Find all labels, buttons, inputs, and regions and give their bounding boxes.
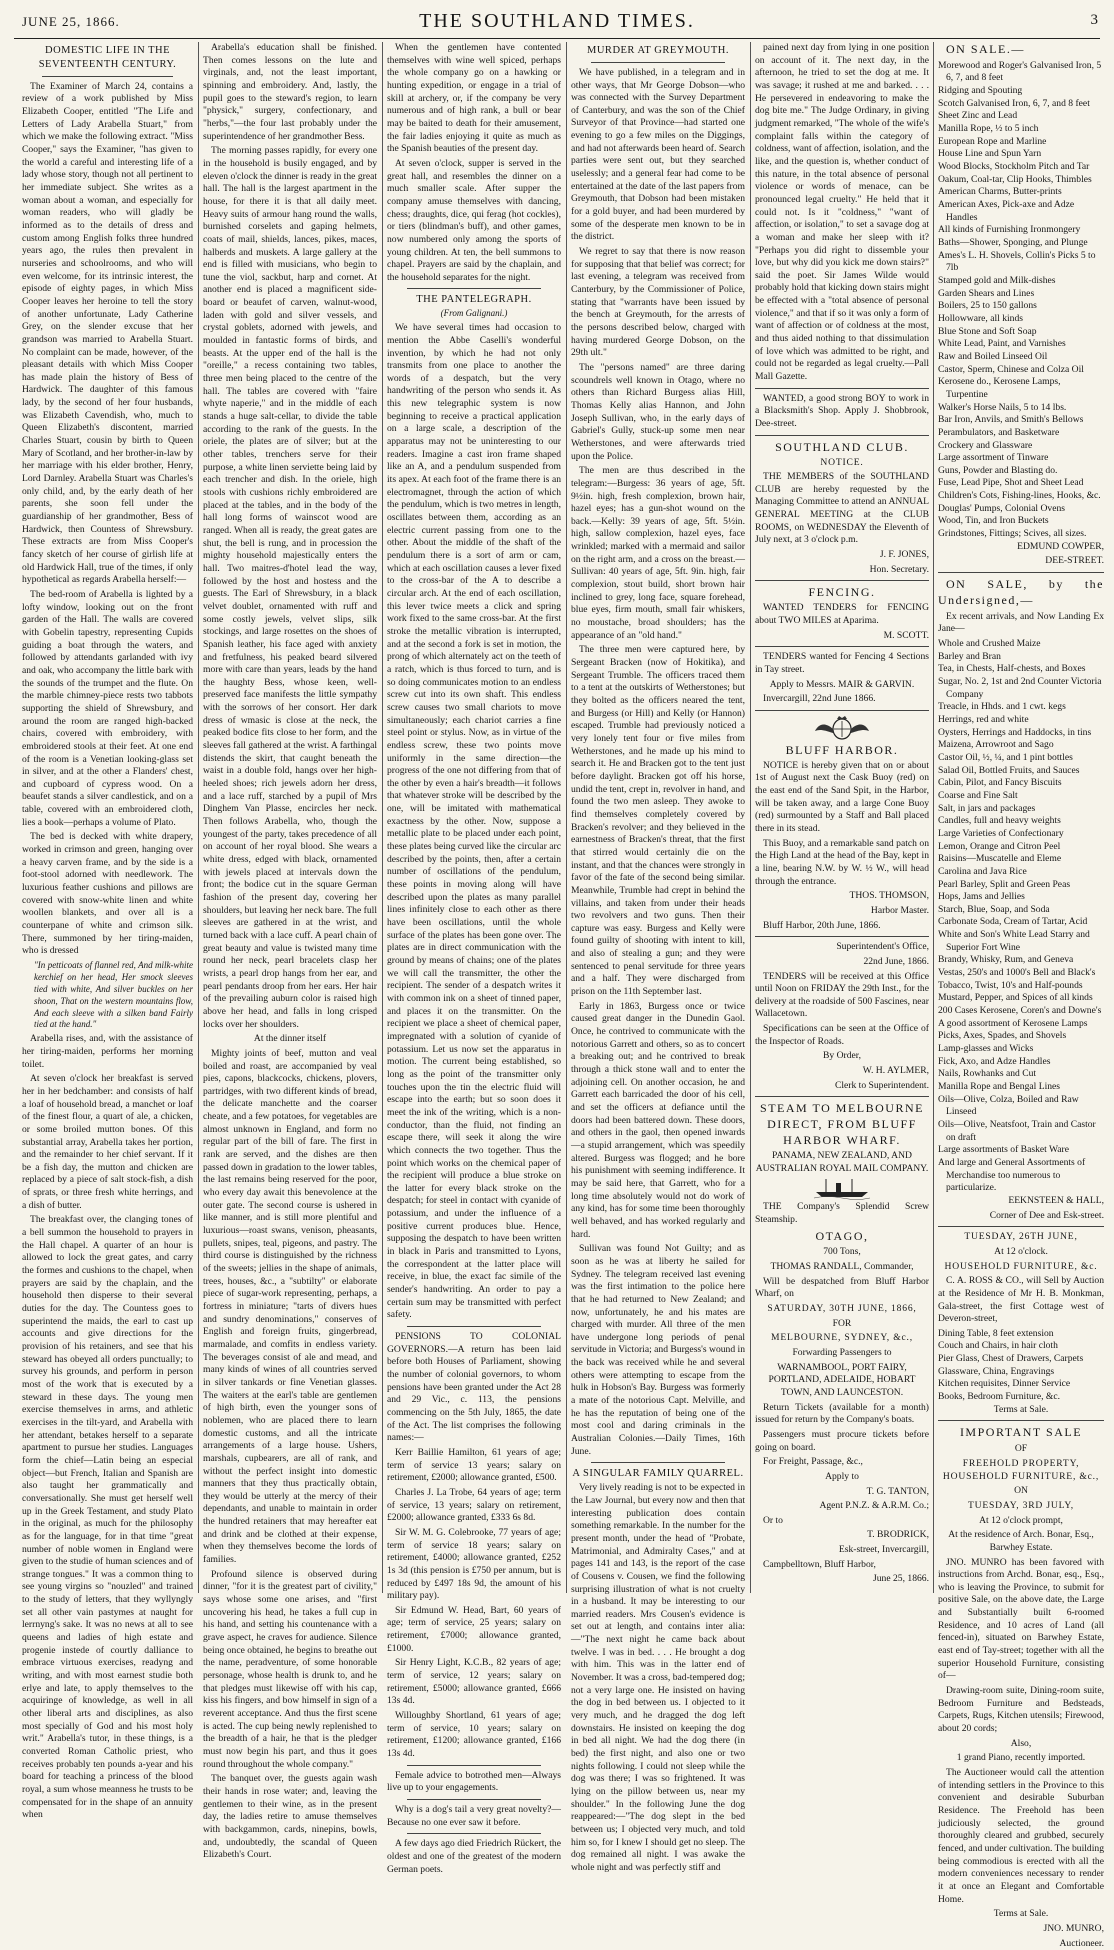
list-item: Carolina and Java Rice: [938, 865, 1027, 877]
article-paragraph: Arabella's education shall be finished. Then comes lessons on the lute and virginals, and, not the least important, spinning and embroidery. And, lastly, the pupil goes to the steward's region, to learn "physick," surgery, confectionary, and "herbs,"—the four last probably under the superintendence of her grandmother Bess.: [203, 42, 377, 142]
article-paragraph: Sullivan was found Not Guilty; and as soon as he was at liberty he sailed for Sydney. The telegram received last evening was the first intimation to the police here that he had returned to New Zealand; and now, unfortunately, he and his mates are charged with murder. All three of the men have undergone long periods of penal servitude in Victoria; and Burgess's wound in the back was received while he and several others were attempting to escape from the hulk in Hobson's Bay. Burgess was formerly a mate of the notorious Capt. Melville, and he has the reputation of being one of the most cool and daring criminals in the Australian Colonies.—Daily Times, 16th June.: [571, 1243, 745, 1457]
super-tender-text: TENDERS will be received at this Office until Noon on FRIDAY the 29th Inst., for the delivery at the roadside of 500 Fascines, near Wallacetown.: [755, 970, 929, 1020]
list-item: Barley and Bran: [938, 650, 1001, 662]
ship-forwarding: Forwarding Passengers to: [792, 1346, 892, 1358]
sale2-signatory: EEKNSTEEN & HALL,: [1008, 1194, 1104, 1206]
ship-despatch: Will be despatched from Bluff Harbor Wharf, on: [755, 1275, 929, 1300]
list-item: Walker's Horse Nails, 5 to 14 lbs.: [938, 401, 1067, 413]
list-item: Starch, Blue, Soap, and Soda: [938, 903, 1050, 915]
article-paragraph: At seven o'clock her breakfast is served her in her bedchamber: and consists of half a loaf of household bread, a manchet or loaf of the finest flour, a quart of ale, a chicken, or some broiled mutton bones. Of this substantial array, Arabella takes her portion, and the remainder to her chief servant. If it be a fish day, the mutton and chicken are replaced by a piece of salt stock-fish, a dish of sprats, or three fresh white herrings, and a dish of butter.: [22, 1073, 193, 1211]
list-item: Oakum, Coal-tar, Clip Hooks, Thimbles: [938, 173, 1092, 185]
divider: [407, 288, 541, 289]
list-item: Raisins—Muscatelle and Eleme: [938, 853, 1062, 865]
subheading-dinner: At the dinner itself: [253, 1033, 327, 1045]
bluff-signatory-title: Harbor Master.: [870, 904, 929, 916]
article-paragraph: The "persons named" are three daring scoundrels well known in Otago, where no others than Richard Burgess alias Hill, Thomas Kelly alias Hannon, and John Joseph Sullivan, who, in the early days of Gabriel's Gully, stuck-up some men near Wetherstones, and were afterwards tried upon the Police.: [571, 361, 745, 462]
auction-time: At 12 o'clock.: [994, 1245, 1048, 1257]
list-item: Maizena, Arrowroot and Sago: [938, 739, 1054, 751]
list-item: Hops, Jams and Jellies: [938, 891, 1025, 903]
list-item: Books, Bedroom Furniture, &c.: [938, 1391, 1061, 1403]
royal-crest-icon: [812, 715, 872, 741]
bluff-notice-text: NOTICE is hereby given that on or about 1st of August next the Cask Buoy (red) on the east end of the Sand Spit, in the Harbor, will be taken away, and a large Cone Buoy (red) surmounted by a Staff and Ball placed there in its stead.: [755, 759, 929, 834]
list-item: Manilla Rope, ½ to 5 inch: [938, 123, 1039, 135]
ad-heading-steam: STEAM TO MELBOURNE DIRECT, FROM BLUFF HARBOR WHARF.: [760, 1101, 924, 1148]
masthead-rule: [14, 38, 1100, 39]
ad-heading-southland-club: SOUTHLAND CLUB.: [775, 439, 909, 454]
list-item: European Rope and Marline: [938, 135, 1047, 147]
list-item: Castor Oil, ½, ¼, and 1 pint bottles: [938, 751, 1073, 763]
pension-entry: Kerr Baillie Hamilton, 61 years of age; term of service 13 years; salary on retirement, £2000; allowance granted, £500.: [387, 1446, 561, 1484]
list-item: Wood, Tin, and Iron Buckets: [938, 515, 1049, 527]
list-item: Brandy, Whisky, Rum, and Geneva: [938, 954, 1074, 966]
list-item: Dining Table, 8 feet extension: [938, 1327, 1054, 1339]
list-item: Large assortment of Tinware: [938, 452, 1049, 464]
ad-heading-bluff-harbor: BLUFF HARBOR.: [785, 742, 899, 757]
list-item: Fick, Axo, and Adze Handles: [938, 1055, 1051, 1067]
list-item: Sugar, No. 2, 1st and 2nd Counter Victoria Company: [938, 676, 1102, 700]
list-item: Crockery and Glassware: [938, 439, 1033, 451]
filler-item: Female advice to botrothed men—Always live up to your engagements.: [387, 1769, 561, 1794]
divider: [938, 1226, 1104, 1227]
steamship-icon: [812, 1177, 872, 1199]
onsale-signatory-address: DEE-STREET.: [1045, 555, 1104, 567]
list-item: Coarse and Fine Salt: [938, 789, 1018, 801]
article-paragraph: Profound silence is observed during dinner, "for it is the greatest part of civility," says whose some one arises, and "first uncovering his head, he takes a full cup in his hand, and setting his countenance with a grave aspect, he craves for audience. Silence being once obtained, he begins to breathe out the name, peradventure, of some honorable personage, whose health is drunk to, and he that pledges must likewise off with his cap, kiss his fingers, and bow himself in sign of a reverent acceptance. And thus the first scene is acted. The cup being newly replenished to the breadth of a hair, he that is the pledger must now begin his part, and thus it goes round throughout the whole company.": [203, 1568, 377, 1770]
important-sale-signatory-title: Auctioneer.: [1059, 1937, 1104, 1949]
list-item: 200 Cases Kerosene, Coren's and Downe's: [938, 1005, 1102, 1017]
divider: [938, 572, 1104, 573]
divider: [755, 646, 929, 647]
ship-location: Campbelltown, Bluff Harbor,: [763, 1558, 876, 1570]
list-item: House Line and Spun Yarn: [938, 148, 1042, 160]
list-item: Ames's L. H. Shovels, Collin's Picks 5 to 7lb: [938, 249, 1096, 274]
divider: [591, 1462, 725, 1463]
list-item: Bar Iron, Anvils, and Smith's Bellows: [938, 414, 1084, 426]
list-item: Salt, in jars and packages: [938, 802, 1036, 814]
notice-label: NOTICE.: [820, 456, 864, 468]
fencing-text: WANTED TENDERS for FENCING about TWO MILES at Aparima.: [755, 602, 929, 626]
list-item: Hollowware, all kinds: [938, 312, 1023, 324]
newspaper-title: THE SOUTHLAND TIMES.: [419, 10, 695, 32]
ship-for: FOR: [832, 1317, 852, 1329]
list-item: Stamped gold and Milk-dishes: [938, 274, 1056, 286]
article-paragraph: We regret to say that there is now reason for supposing that that belief was correct; for last evening, a telegram was received from Canterbury, by the Commissioner of Police, stating that "warrants have been issued by the bench at Greymouth, for the arrests of the persons described below, charged with having murdered George Dobson, on the 29th ult.": [571, 246, 745, 359]
column-2: [201, 42, 379, 1861]
sale2-subtitle: Ex recent arrivals, and Now Landing Ex Jane—: [938, 610, 1104, 635]
ship-commander: THOMAS RANDALL, Commander,: [770, 1261, 914, 1273]
ship-intro: THE Company's Splendid Screw Steamship.: [755, 1201, 929, 1225]
divider: [755, 936, 929, 937]
article-paragraph: Early in 1863, Burgess once or twice caused great danger in the Dunedin Gaol. Once, he contrived to communicate with the notorious Garrett and others, so as to concert a breaking out; and he contrived to break through a thick stone wall and to enter the adjoining cell. On another occasion, he and Garrett each barricaded the door of his cell, and set the officers at defiance until the doors had been battered down. These doors, and others in the gaol, then opened inwards—a stupid arrangement, which was speedily altered. Burgess was flogged; and he bore his punishment with seeming indifference. It may be said here, that Garrett, who for a long time absolutely would not do work of any kind, has for some time been thoroughly well behaved, and has worked regularly and hard.: [571, 1000, 745, 1240]
list-item: Wood Blocks, Stockholm Pitch and Tar: [938, 161, 1090, 173]
article-paragraph: The morning passes rapidly, for every one in the household is busily engaged, and by eleven o'clock the dinner is ready in the great hall. The hall is the largest apartment in the house, for there it is that all daily meet. Heavy suits of armour hang round the walls, burnished corselets and gaping helmets, coats of mail, shields, lances, pikes, maces, halberds and muskets. A large gallery at the end is filled with musicians, who begin to tune the viol, sackbut, harp and cornet. At another end is placed a magnificent side-board or beaufet of carven, walnut-wood, laden with gold and silver vessels, and crystal goblets, adorned with jewels, and moulded in fantastic forms of birds, and beasts. At the upper end of the hall is the "oreille," a recess containing two tables, three men being placed to the centre of the hall. The tables are covered with "faire whyte naperie," and in the middle of each stands a huge salt-cellar, to divide the table according to the rank of the guests. In the oriele, the plates are of silver; but at the other tables, trenchers serve for their purpose, a white linen serviette being laid by each trencher and dish. In the oriele, high stools with cushions richly embroidered are placed at the tables, and in the body of the hall long forms of wainscot wood are ranged. When all is ready, the great gates are shut, the bell is rung, and in procession the mighty household majestically enters the hall. Two maitres-d'hotel lead the way, followed by the host and hostess and the guests. The Earl of Shrewsbury, in a black velvet doublet, ornamented with ruff and some costly jewels, velvet slips, silk stockings, and large rosettes on the shoes of Spanish leather, his face aged with anxiety and fretfulness, his peaked beard silvered more with care than years, leads by the hand the haughty Bess, whose keen, well-preserved face manifests the little sympathy with the sorrows of her consort. Her dark dress of wmasic is close at the neck, the peaked bodice fits close to her form, and the sleeves fall gathered at the wrist. A farthingal distends the skirt, that caught beneath the waist in a double fold, hangs over her high-heeled shoes; rich jewels adorn her dress, and a lace ruff, starched by a pupil of Mrs Dinghem Van Plasse, encircles her neck. Then follows Arabella, who, though the youngest of the party, takes precedence of all on account of her royal blood. She wears a white dress, edged with black, ornamented with jewels placed at intervals down the front; the bodice cut in the square German fashion of the present day, covering her shoulders, but leaving her neck bare. The full sleeves are gathered in at the wrist, and turned back with a lace cuff. A pearl chain of great beauty and value is twisted many time round her neck, pearl bracelets clasp her wrists, a pearl drop hangs from her ear, and pearl pendants droop from her ears. Her hair of the prevailing auburn color is raised high above her head, and falls in long crisped locks over her shoulders.: [203, 145, 377, 1030]
pension-entry: Sir Edmund W. Head, Bart, 60 years of age; term of service, 25 years; salary on retirement, £7000; allowance granted, £1000.: [387, 1604, 561, 1654]
divider: [755, 388, 929, 389]
ship-location-date: June 25, 1866.: [873, 1573, 929, 1585]
article-paragraph: Very lively reading is not to be expected in the Law Journal, but every now and then that interesting publication does contain something remarkable. In the number for the present month, under the head of "Probate, Matrimonial, and Admiralty Cases," and at pages 141 and 143, is the report of the case of Cousens v. Cousen, we find the following surprising illustration of what is not cruelty in a husband. It may be interesting to our married readers. Mrs Cousen's evidence is set out at length, and contains inter alia:—"The next night he came back about twelve. I was in bed. . . . He brought a dog with him. This was in the latter end of November. It was a cross, bad-tempered dog; not a very large one. He insisted on having the dog in bed between us. I objected to it very much, and he dragged the dog left downstairs. He insisted on keeping the dog in bed all night. We had the dog there (in bed) the first night, and also one or two nights following. I could not sleep while the dog was there; I was so frightened. It was lying on the pillow between us, near my shoulder." In the following June the dog reappeared:—"The dog slept in the bed between us; I objected very much, and told him so, for I knew I should get no sleep. The dog remained all night. I was awake the whole night and was perfectly stiff and: [571, 1482, 745, 1873]
pension-entry: Sir Henry Light, K.C.B., 82 years of age; term of service, 12 years; salary on retirement, £5000; allowance granted, £666 13s 4d.: [387, 1657, 561, 1707]
article-paragraph: The bed-room of Arabella is lighted by a lofty window, looking out on the front garden of the Hall. The walls are covered with Gobelin tapestry, representing Cupids guiding a boat through the waters, and followed by attendants garlanded with ivy and oak, who accompany the little bark with the sounds of the trumpet and the flute. On the marble chimney-piece rests two tabbots supporting the shield of Shrewsbury, and around the room are ranged high-backed chairs, covered with embroidery, with embroidered stools at their feet. At one end of the room is a Venetian looking-glass set in silver, and at the other a Flanders' chest, and cupboard of cypress wood. On a beaufet stands a silver candlestick, and on a table, covered with an embroidered cloth, lies a book—perhaps a volume of Plato.: [22, 588, 193, 828]
column-divider: [382, 42, 383, 1593]
list-item: Large Varieties of Confectionary: [938, 827, 1064, 839]
ship-passengers: Passengers must procure tickets before going on board.: [755, 1428, 929, 1453]
bluff-signatory: THOS. THOMSON,: [849, 890, 929, 902]
important-sale-note: The Auctioneer would call the attention of intending settlers in the Province to this convenient and desirable Suburban Residence. The Freehold has been judiciously selected, the ground thoroughly cleared and grubbed, securely fenced, and under cultivation. The building being commodious is erected with all the modern conveniences necessary to render it at once an Elegant and Comfortable Home.: [938, 1767, 1104, 1905]
article-paragraph: pained next day from lying in one position on account of it. The next day, in the afternoon, he tried to set the dog at me. It was savage; it rushed at me and barked. . . . He persevered in endeavoring to make the dog bite me." The Judge Ordinary, in giving judgment remarked, "The whole of the wife's complaint falls within the category of coldness, want of affection, isolation, and the like, and the question is, whether conduct of this nature, in the total absence of personal violence or words of menace, can be pronounced legal cruelty." He held that it could not. Is it "coldness," "want of affection, or isolation," to set a savage dog at a woman and make her sleep with it? "Perhaps you did right to dissemble your love, but why did you kick me down stairs?" said the poet. Sir James Wilde would probably hold that kicking down stairs might be effected with a "total absence of personal violence," and that if so it was only a form of want of affection or of coldness at the most, and thus aided nothing to that dissimulation of love which was admitted to be right, and could not be regarded as legal cruelty.—Pall Mall Gazette.: [755, 42, 929, 383]
column-1: [20, 42, 195, 1821]
company-name: PANAMA, NEW ZEALAND, AND AUSTRALIAN ROYAL MAIL COMPANY.: [755, 1149, 929, 1174]
divider: [755, 1096, 929, 1097]
ad-wanted-boy: WANTED, a good strong BOY to work in a Blacksmith's Shop. Apply J. Shobbrook, Dee-street.: [755, 392, 929, 430]
ship-destination: MELBOURNE, SYDNEY, &c.,: [771, 1332, 913, 1344]
list-item: Candles, full and heavy weights: [938, 815, 1061, 827]
ship-tons: 700 Tons,: [823, 1246, 861, 1258]
list-item: Ridging and Spouting: [938, 85, 1023, 97]
list-item: Tea, in Chests, Half-chests, and Boxes: [938, 663, 1086, 675]
important-sale-date: TUESDAY, 3RD JULY,: [967, 1499, 1075, 1511]
super-signatory-title: Clerk to Superintendent.: [834, 1079, 929, 1091]
super-office: Superintendent's Office,: [836, 941, 929, 953]
verse-quote: "In petticoats of flannel red, And milk-white kerchief on her head, Her smock sleeves tied with white, And silver buckles on her shoon, That on the western mountains flow, And each sleeve with a silken band Fairly tied at the hand.": [34, 960, 193, 1030]
list-item: Grindstones, Fittings; Scives, all sizes.: [938, 528, 1087, 540]
list-item: Guns, Powder and Blasting do.: [938, 464, 1058, 476]
divider: [407, 1799, 541, 1800]
list-item: Scotch Galvanised Iron, 6, 7, and 8 feet: [938, 97, 1090, 109]
divider: [42, 76, 173, 77]
list-item: Baths—Shower, Sponging, and Plunge: [938, 237, 1088, 249]
list-item: Tobacco, Twist, 10's and Half-pounds: [938, 979, 1083, 991]
article-paragraph: Mighty joints of beef, mutton and veal boiled and roast, are accompanied by veal pies, capons, blackcocks, chickens, plovers, partridges, with two different kinds of bread, the delicate manchette and the coarser cheate, and a few potatoes, for vegetables are almost unknown in England, and form no regular part of the bill of fare. The first in rank are served, and the dishes are then passed down in gradation to the lower tables, the last remains being reserved for the poor, who every day await this benevolence at the outer gate. The second course is ushered in like manner, and is still more plentiful and luxurious—roast swans, venison, pheasants, pullets, snipes, teal, pigeons, and pastry. The third course is distinguished by the richness of the sweets; jellies in the shape of animals, trees, houses, &c., a "subtilty" or elaborate piece of sugar-work representing, perhaps, a fortress in miniature; "tarts of divers hues and sundry denominations," conserves of English and foreign fruits, gingerbread, marmalade, and comfits in endless variety. The beverages consist of ale and mead, and many kinds of wines of all countries served in silver tankards or fine Venetian glasses. The waiters at the earl's table are gentlemen of high birth, even the younger sons of noblemen, who are placed there to learn domestic customs, and all the intricate arrangements of a large house. Ushers, marshals, cupbearers, are all of rank, and without the perfect insight into domestic manners that they thus practically obtain, they would be utterly at the mercy of their dependants, and unable to maintain in order the hundred retainers that may hereafter eat and drink and be clothed at their expense, when they themselves become the lords of families.: [203, 1047, 377, 1566]
list-item: Pier Glass, Chest of Drawers, Carpets: [938, 1353, 1084, 1365]
list-item: Herrings, red and white: [938, 713, 1029, 725]
list-item: Oils—Olive, Neatsfoot, Train and Castor on draft: [938, 1118, 1096, 1143]
article-paragraph: We have published, in a telegram and in other ways, that Mr George Dobson—who was connected with the Survey Department of Canterbury, and was the son of the Chief Surveyor of that Province—had started one evening to go a few miles on the Diggings, and had not afterwards been heard of. Search parties were sent out, but they searched uselessly; and a general fear had come to be entertained at the date of the last papers from Greymouth, that Dobson had been mistaken for a gold buyer, and had been murdered by some of the desperate men known to be in the district.: [571, 66, 745, 243]
list-item: And large and General Assortments of Merchandise too numerous to particularize.: [938, 1156, 1086, 1194]
article-paragraph: When the gentlemen have contented themselves with wine well spiced, perhaps the whole company go on a hawking or hunting expedition, or engage in a trial of skill at archery, or, if the company be very numerous and of high rank, a bull or bear may be baited to death for their amusement, the fair ladies enjoying it quite as much as the Spanish beauties of the present day.: [387, 42, 561, 155]
tenders-apply: Apply to Messrs. MAIR & GARVIN.: [769, 678, 915, 690]
pension-entry: Sir W. M. G. Colebrooke, 77 years of age; term of service 18 years; salary on retirement, £4000; allowance granted, £252 1s 3d (this pension is £750 per annum, but is reduced by £497 18s 9d, the amount of his military pay).: [387, 1526, 561, 1602]
divider: [407, 1765, 541, 1766]
important-sale-signatory: JNO. MUNRO,: [1043, 1922, 1104, 1934]
on-sale-list: [938, 60, 1104, 541]
important-sale-of: OF: [1014, 1443, 1028, 1455]
list-item: Salad Oil, Bottled Fruits, and Sauces: [938, 764, 1080, 776]
onsale-signatory: EDMUND COWPER,: [1017, 540, 1104, 552]
club-notice-text: THE MEMBERS of the SOUTHLAND CLUB are hereby requested by the Managing Committee to attend an ANNUAL GENERAL MEETING at the CLUB ROOMS, on WEDNESDAY the Eleventh of July next, at 3 o'clock p.m.: [755, 471, 929, 546]
ship-name: OTAGO,: [815, 1228, 869, 1243]
column-5: [753, 42, 931, 1595]
divider: [407, 1833, 541, 1834]
divider: [407, 1326, 541, 1327]
list-item: Raw and Boiled Linseed Oil: [938, 350, 1048, 362]
list-item: Douglas' Pumps, Colonial Ovens: [938, 502, 1065, 514]
list-item: Glassware, China, Engravings: [938, 1365, 1055, 1377]
tenders-date: Invercargill, 22nd June 1866.: [763, 693, 876, 705]
column-divider: [933, 42, 934, 1593]
ship-agent-1-title: Agent P.N.Z. & A.R.M. Co.;: [819, 1500, 929, 1512]
column-divider: [566, 42, 567, 1593]
important-sale-also: Also,: [1010, 1737, 1032, 1749]
fencing-signatory: M. SCOTT.: [883, 629, 929, 641]
list-item: Children's Cots, Fishing-lines, Hooks, &c.: [938, 490, 1101, 502]
article-paragraph: The breakfast over, the clanging tones of a bell summon the household to prayers in the Hall chapel. A quarter of an hour is allowed to lock the great gates, and carry the formes and cushions to the chapel, when prayers are said by the chaplain, and the household then disperse to their several duties for the day. The Countess goes to superintend the maids, the earl to cast up accounts and give directions for the provision of his retainers, and see that his steward has obeyed all orders punctually; to survey his grounds, and perform in person most of the work that is executed by a steward in these days. The young men exercise themselves in arms, and athletic exercises in the tilt-yard, and Arabella with her attendant, betakes herself to a separate apartment to pursue her studies. Languages form the chief—Latin being an especial object—but French, Italian and Spanish are also taught her grammatically and conversationally. She must get herself well up in the Greek Testament, and study Plato in the original, as much for the philosophy as for the language, for in that time "great number of noble women in England were given to the studie of human sciences and of strange tongues." It was a common thing to see young virgins so "nouzled" and trained to the study of letters, that they wyllyngly set all other vain pastymes at naught for lerrnyng's sake. It was no news at all to see queens and ladies of high estate and progenie instede of courtly dalliance to embrace virtuous exercises, readyng and writing, and with most earnest studie both erlye and late, to apply themselves to the acquiringe of knowledge, as well in all other liberal arts and disciplines, as also most specially of God and his most holy writ." Arabella's tutor, in these things, is a converted Roman Catholic priest, who receives probably ten pounds a-year and his board for teaching a princess of the blood royal, a sum whose meanness he trusts to be compensated for in the shape of an annuity when: [22, 1214, 193, 1821]
sale2-list: [938, 638, 1104, 1195]
important-sale-on: ON: [1014, 1485, 1028, 1497]
super-signatory: W. H. AYLMER,: [862, 1065, 929, 1077]
club-signatory: J. F. JONES,: [879, 549, 929, 561]
list-item: Treacle, in Hhds. and 1 cwt. kegs: [938, 701, 1066, 713]
list-item: Large assortments of Basket Ware: [938, 1144, 1070, 1156]
page-number: 3: [1090, 12, 1098, 28]
article-heading-pantelegraph: THE PANTELEGRAPH.: [416, 294, 532, 306]
masthead: [0, 0, 1114, 40]
column-3: [385, 42, 563, 1875]
article-heading-family-quarrel: A SINGULAR FAMILY QUARREL.: [572, 1468, 744, 1480]
list-item: Morewood and Roger's Galvanised Iron, 5 6, 7, and 8 feet: [938, 59, 1102, 84]
divider: [938, 1420, 1104, 1421]
column-6: [936, 42, 1106, 1949]
column-4: [569, 42, 747, 1873]
auction-date: TUESDAY, 26TH JUNE,: [964, 1231, 1078, 1243]
article-source: (From Galignani.): [440, 308, 508, 319]
ad-heading-on-sale: ON SALE.—: [946, 42, 1025, 56]
list-item: American Axes, Pick-axe and Adze Handles: [938, 199, 1075, 223]
list-item: Castor, Sperm, Chinese and Colza Oil: [938, 363, 1084, 375]
list-item: Oils—Olive, Colza, Boiled and Raw Linseed: [938, 1093, 1079, 1118]
article-paragraph: PENSIONS TO COLONIAL GOVERNORS.—A return has been laid before both Houses of Parliament, showing the number of colonial governors, to whom pensions have been granted under the Act 28 and 29 Vic., c. 113, the pensions commencing on the 5th July, 1865, the date of the Act. The list comprises the following names:—: [387, 1331, 561, 1444]
divider: [755, 435, 929, 436]
divider: [591, 62, 725, 63]
article-paragraph: The bed is decked with white drapery, worked in crimson and green, hanging over a heavy carven frame, and by the side is a foot-stool adorned with needlework. The luxurious feather cushions and pillows are covered with snow-white linen and white woollen blankets, and over all is a counterpane of white and crimson silk. There, summoned by her tiring-maiden, who is dressed: [22, 831, 193, 957]
article-paragraph: Arabella rises, and, with the assistance of her tiring-maiden, performs her morning toilet.: [22, 1033, 193, 1070]
article-paragraph: The three men were captured here, by Sergeant Bracken (now of Hokitika), and Sergeant Trumble. The officers traced them to a tent at the outskirts of Wetherstones; but they bolted as the officers neared the tent, and Burgess (or Hill) and Kelly (or Hannon) escaped. Trumble had previously noticed a very lonely tent four or five miles from Wetherstones, and he made up his mind to search it. He and Bracken got to the tent just before daylight. Bracken got off his horse, undid the tent, crept in, revolver in hand, and found the two men asleep. They awoke to find themselves completely covered by Bracken's revolver; and they believed in the earnestness of Bracken's threat, that the first that stirred would certainly die on the instant, and that the chances were strongly in favor of the fate of the second being similar. Meanwhile, Trumble had crept in behind the villains, and taken from under their heads two revolvers and two guns. Then their capture was easy. Burgess and Kelly were found guilty of shooting with intent to kill, and also of stealing a gun; and they were sentenced to penal servitude for three years and a half. They were discharged from prison on the 11th September last.: [571, 644, 745, 998]
article-paragraph: We have several times had occasion to mention the Abbe Caselli's wonderful invention, by which he had not only transmits from one place to another the words of a despatch, but the very handwriting of the person who sends it. As this new telegraphic system is now beginning to receive a practical application on a large scale, a description of the apparatus may not be uninteresting to our readers. Imagine a cast iron frame shaped like an A, and a pendulum suspended from its apex. At each foot of the frame there is an electromagnet, through the action of which the pendulum, which is two metres in length, oscillates between them, according as an electric current passing from one to the other. About the middle of the shaft of the pendulum there is a sort of arm or cam, which at each oscillation causes a lever fixed to the cross-bar of the A to describe a circular arch. At the end of each oscillation, this lever twice meets a click and spring work fixed to the same cross-bar. At the first stroke the metallic vibration is interrupted, and at the second a fork is set in motion, the prong of which alternately act on the teeth of a ratch, which is thus forced to turn, and is so doing communicates motion to an endless screw cut into its own shaft. This endless screw causes two small chariots to move simultaneously; each chariot carries a fine steel point or stylus. Now, as in virtue of the endless screw, these two points move uniformly in the same direction—the progress of the one not differing from that of the other by even a hair's breadth—it follows that whatever stroke will be described by the one, will be imitated with mathematical exactness by the other. Now, suppose a metallic plate to be placed under each point, these plates being curved like the circular arc described by the points, then, after a certain number of oscillations of the pendulum, these points in moving along will have described upon the plates as many parallel lines infinitely close to each other as there have been oscillations, until the whole surface of the plates has been gone over. The plates are in direct communication with the ground by means of chains; one of the plates we will call the transmitter, the other the recipient. The sender of a despatch writes it with common ink on a sheet of tinned paper, and places it on the transmitter. On the recipient we place a sheet of chemical paper, impregnated with a solution of cyanide of potassium. Let us now set the apparatus in motion. The current being established, so long as the point of the transmitter only touches upon the tin the electric fluid will escape into the earth; but so soon does it meet the ink of the writing, which is a non-conductor, than the fluid, not finding an escape there, will seek it along the wire which connects the two together. Thus the point which works on the chemical paper of the recipient will produce a blue stroke on the latter for every black stroke on the despatch; for steel in contact with cyanide of potassium, and under the influence of a positive current produces blue. Hence, supposing the despatch to have been written in black in Paris and transmitted to Lyons, the correspondent at the latter place will receive, in blue, the exact fac simile of the sender's handwriting. An order to pay a certain sum may be transmitted with perfect safety.: [387, 322, 561, 1321]
list-item: Boilers, 25 to 150 gallons: [938, 300, 1037, 312]
list-item: Kerosene do., Kerosene Lamps, Turpentine: [938, 376, 1061, 400]
list-item: Kitchen requisites, Dinner Service: [938, 1378, 1071, 1390]
article-heading-domestic-life: DOMESTIC LIFE IN THE SEVENTEENTH CENTURY.: [38, 45, 177, 70]
ad-heading-fencing: FENCING.: [808, 585, 876, 600]
important-sale-text: JNO. MUNRO has been favored with instructions from Archd. Bonar, esq., Esq., who is leaving the Province, to submit for positive Sale, on the above date, the Large and Substantially built 6-roomed Residence, and 10 acres of Land (all fenced-in), situated on Barwhey Estate, east end of Tay-street; together with all the superior Household Furniture, consisting of—: [938, 1556, 1104, 1682]
auction-heading: HOUSEHOLD FURNITURE, &c.: [944, 1260, 1098, 1272]
column-divider: [198, 42, 199, 1593]
auction-list: [938, 1328, 1104, 1404]
list-item: American Charms, Butter-prints: [938, 186, 1062, 198]
pension-entry: Charles J. La Trobe, 64 years of age; term of service, 13 years; salary on retirement, £2000; allowance granted, £333 6s 8d.: [387, 1486, 561, 1524]
ship-date: SATURDAY, 30TH JUNE, 1866,: [767, 1302, 917, 1314]
filler-item: A few days ago died Friedrich Rückert, the oldest and one of the greatest of the modern German poets.: [387, 1838, 561, 1875]
article-paragraph: At seven o'clock, supper is served in the great hall, and resembles the dinner on a much smaller scale. After supper the company amuse themselves with dancing, chess; draughts, dice, qui ferag (hot cockles), or tiers (blindman's buff), and other games, now numbered only among the sports of young children. At ten, the bell summons to chapel. Prayers are said by the chaplain, and the household separates for the night.: [387, 157, 561, 283]
list-item: Blue Stone and Soft Soap: [938, 325, 1037, 337]
ship-freight: For Freight, Passage, &c.,: [763, 1456, 863, 1468]
list-item: White and Son's White Lead Starry and Superior Fort Wine: [938, 929, 1090, 953]
auction-text: C. A. ROSS & CO., will Sell by Auction at the Residence of Mr H. B. Monkman, Gala-street, the first Cottage west of Deveron-street,: [938, 1275, 1104, 1325]
list-item: Couch and Chairs, in hair cloth: [938, 1340, 1058, 1352]
important-sale-terms: Terms at Sale.: [993, 1908, 1049, 1920]
list-item: Garden Shears and Lines: [938, 287, 1035, 299]
important-sale-time: At 12 o'clock prompt,: [979, 1514, 1063, 1526]
article-paragraph: The banquet over, the guests again wash their hands in rose water; and, leaving the gentlemen to their wine, as in the present day, the ladies retire to amuse themselves with backgammon, cards, ninepins, bowls, and, undoubtedly, the scandal of Queen Elizabeth's Court.: [203, 1773, 377, 1861]
list-item: Manilla Rope and Bengal Lines: [938, 1081, 1061, 1093]
list-item: Nails, Rowhanks and Cut: [938, 1068, 1037, 1080]
super-by-order: By Order,: [823, 1050, 861, 1062]
list-item: Cabin, Pilot, and Fancy Biscuits: [938, 777, 1062, 789]
list-item: Sheet Zinc and Lead: [938, 110, 1018, 122]
list-item: White Lead, Paint, and Varnishes: [938, 338, 1066, 350]
auction-terms: Terms at Sale.: [993, 1403, 1049, 1415]
list-item: Lamp-glasses and Wicks: [938, 1043, 1034, 1055]
super-spec: Specifications can be seen at the Office of the Inspector of Roads.: [755, 1023, 929, 1047]
filler-item: Why is a dog's tail a very great novelty?—Because no one ever saw it before.: [387, 1804, 561, 1828]
ship-apply: Apply to: [825, 1470, 859, 1482]
column-divider: [750, 42, 751, 1593]
important-sale-piano: 1 grand Piano, recently imported.: [956, 1752, 1086, 1764]
ship-agent-2: T. BRODRICK,: [867, 1529, 929, 1541]
list-item: Picks, Axes, Spades, and Shovels: [938, 1030, 1067, 1042]
ship-agent-2-address: Esk-street, Invercargill,: [838, 1544, 929, 1556]
ship-return-tickets: Return Tickets (available for a month) issued for return by the Company's boats.: [755, 1401, 929, 1426]
article-paragraph: The men are thus described in the telegram:—Burgess: 36 years of age, 5ft. 9½in. high, fresh complexion, brown hair, hazel eyes; has a gun-shot wound on the back.—Kelly: 39 years of age, 5ft. 5½in. high, sallow complexion, hazel eyes, face wrinkled; marked with a mermaid and sailor on the right arm, and a cross on the breast.—Sullivan: 40 years of age, 5ft. 9in. high, fair complexion, stout build, short brown hair inclined to grey, long face, square forehead, blue eyes, firm mouth, small fair whiskers, no moustache, broad shoulders; has the appearance of an "old hand.": [571, 465, 745, 641]
pension-entry: Willoughby Shortland, 61 years of age; term of service, 10 years; salary on retirement, £1200; allowance granted, £166 13s 4d.: [387, 1710, 561, 1760]
bluff-date: Bluff Harbor, 20th June, 1866.: [763, 919, 881, 931]
ship-or: Or to: [763, 1514, 783, 1526]
ship-agent-1: T. G. TANTON,: [866, 1485, 929, 1497]
divider: [755, 710, 929, 711]
important-sale-items: Drawing-room suite, Dining-room suite, Bedroom Furniture and Bedsteads, Carpets, Rugs, Kitchen utensils; Firewood, about 20 cords;: [938, 1685, 1104, 1735]
important-sale-heading: IMPORTANT SALE: [959, 1425, 1083, 1440]
list-item: Vestas, 250's and 1000's Bell and Black's: [938, 967, 1096, 979]
super-date: 22nd June, 1866.: [863, 955, 929, 967]
list-item: All kinds of Furnishing Ironmongery: [938, 224, 1081, 236]
list-item: Whole and Crushed Maize: [938, 638, 1041, 650]
divider: [755, 580, 929, 581]
list-item: A good assortment of Kerosene Lamps: [938, 1017, 1088, 1029]
list-item: Fuse, Lead Pipe, Shot and Sheet Lead: [938, 477, 1084, 489]
important-sale-location: At the residence of Arch. Bonar, Esq., Barwhey Estate.: [948, 1529, 1094, 1553]
ship-ports: WARNAMBOOL, PORT FAIRY, PORTLAND, ADELAIDE, HOBART TOWN, AND LAUNCESTON.: [768, 1361, 916, 1398]
list-item: Oysters, Herrings and Haddocks, in tins: [938, 726, 1092, 738]
club-signatory-title: Hon. Secretary.: [869, 563, 929, 575]
list-item: Lemon, Orange and Citron Peel: [938, 840, 1061, 852]
tenders-text: TENDERS wanted for Fencing 4 Sections in Tay street.: [755, 651, 929, 675]
bluff-notice-text: This Buoy, and a remarkable sand patch on the High Land at the head of the Bay, kept in a line, bearing N.W. by W. ½ W., will head through the entrance.: [755, 837, 929, 887]
article-heading-murder: MURDER AT GREYMOUTH.: [587, 45, 729, 56]
article-paragraph: The Examiner of March 24, contains a review of a work published by Miss Elizabeth Cooper, entitled "The Life and Letters of Lady Arabella Stuart," from which we make the following extract. "Miss Cooper," says the Examiner, "has given to the world a careful and interesting life of a lady whose story, though not all pertinent to her immediate subject. She writes as a woman about a woman, and especially for woman readers, who will gladly be informed as to the details of dress and custom among English folks three hundred years ago, the rules then prevalent in nurseries and schoolrooms, and who will even welcome, for its intrinsic interest, the episode of eighty pages, in which Miss Cooper leaves her heroine to tell the story of another unfortunate, Lady Catherine Grey, on the slender excuse that her grandson was married to Arabella Stuart. No complaint can be made, however, of the pleasant details with which Miss Cooper has made plain the history of Bess of Hardwick. The daughter of this famous lady, by the second of her four husbands, was Elizabeth Cavendish, who, much to Queen Elizabeth's discontent, married Charles Stuart, cousin by birth to Queen Mary of Scotland, and her brother-in-law by her marriage with his elder brother, Henry, Lord Darnley. Arabella Stuart was Charles's only child, and, by the early death of her parents, she soon fell under the guardianship of her grandmother, Bess of Hardwick, then Countess of Shrewsbury. These extracts are from Miss Cooper's fancy sketch of her course of girlish life at old Hardwick Hall, true of the times, if only hypothetical as regards Arabella herself:—: [22, 80, 193, 586]
sale2-signatory-address: Corner of Dee and Esk-street.: [989, 1209, 1104, 1221]
ad-heading-on-sale-2: ON SALE, by the Undersigned,—: [938, 577, 1104, 607]
list-item: Mustard, Pepper, and Spices of all kinds: [938, 992, 1093, 1004]
issue-date: JUNE 25, 1866.: [22, 14, 120, 29]
list-item: Perambulators, and Basketware: [938, 426, 1060, 438]
important-sale-subtitle: FREEHOLD PROPERTY, HOUSEHOLD FURNITURE, &c.,: [942, 1457, 1100, 1482]
list-item: Carbonate Soda, Cream of Tartar, Acid: [938, 916, 1088, 928]
list-item: Pearl Barley, Split and Green Peas: [938, 878, 1071, 890]
